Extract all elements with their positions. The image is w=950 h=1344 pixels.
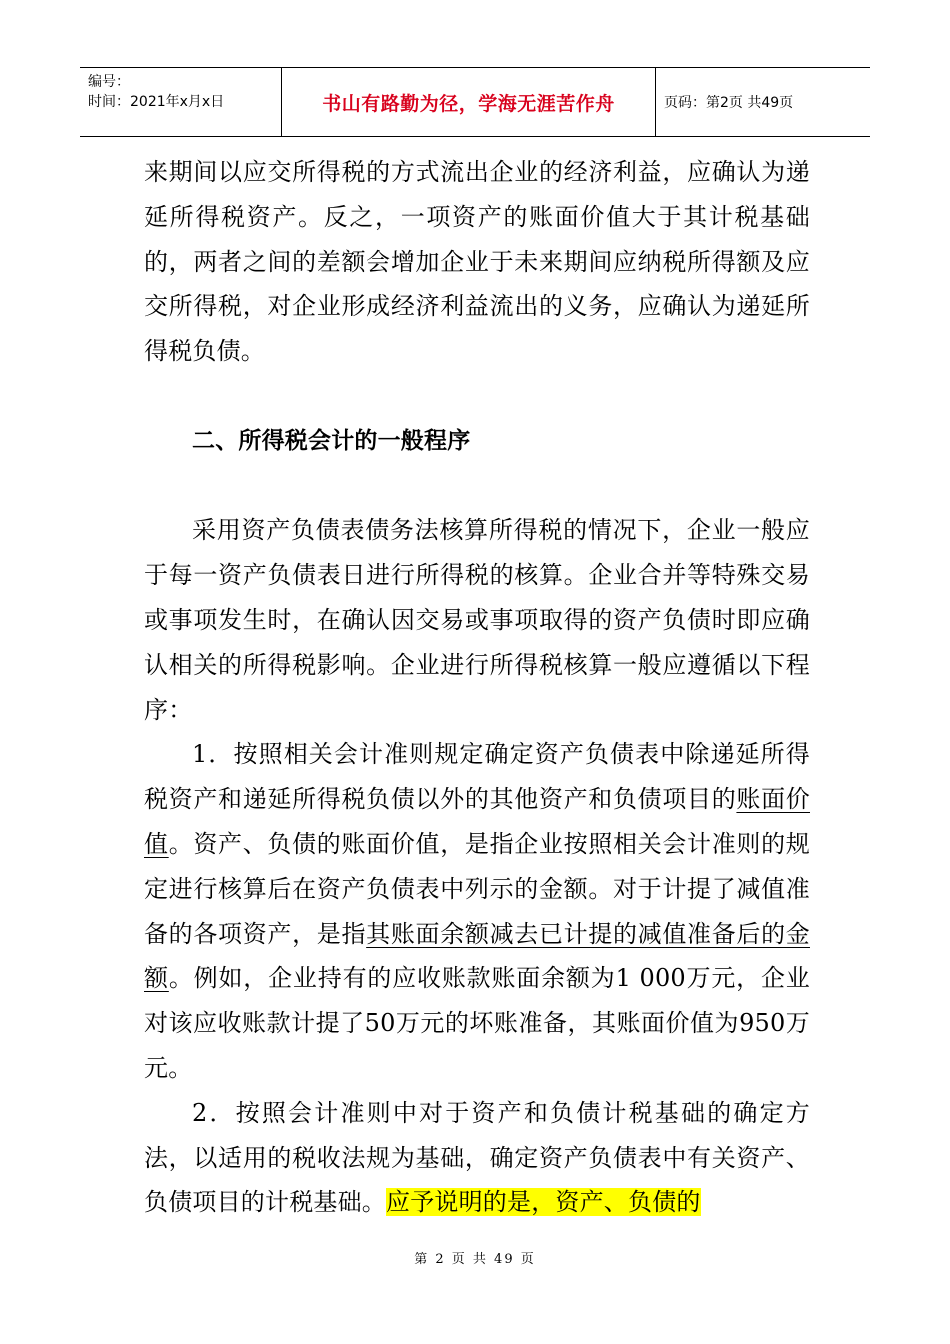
page-footer: 第 2 页 共 49 页: [414, 1252, 536, 1267]
underlined-definition: 其账面余额减去已计提的减值准备后的金额: [144, 919, 810, 993]
document-code-label: 编号：: [88, 74, 130, 90]
header-motto: 书山有路勤为径，学海无涯苦作舟: [282, 68, 656, 136]
header-table: [80, 67, 870, 137]
paragraph-1: 来期间以应交所得税的方式流出企业的经济利益，应确认为递延所得税资产。反之，一项资产的账面价值大于其计税基础的，两者之间的差额会增加企业于未来期间应纳税所得额及应交所得税，对企业形成经济利益流出的义务，应确认为递延所得税负债。: [144, 158, 810, 366]
highlighted-text: 应予说明的是，资产、负债的: [386, 1188, 701, 1217]
header-meta-cell: [80, 68, 282, 136]
paragraph-4: [144, 1091, 810, 1225]
paragraph-2: 采用资产负债表债务法核算所得税的情况下，企业一般应于每一资产负债表日进行所得税的核算。企业合并等特殊交易或事项发生时，在确认因交易或事项取得的资产负债时即应确认相关的所得税影响。企业进行所得税核算一般应遵循以下程序：: [144, 516, 810, 724]
blank-line: [144, 464, 810, 509]
underlined-term-book-value: 账面价值: [144, 785, 810, 858]
section-heading: 二、所得税会计的一般程序: [192, 427, 471, 454]
document-date: 时间：2021年x月x日: [88, 94, 225, 110]
document-body: [144, 150, 810, 1225]
header-page-info: 页码：第2页 共49页: [664, 95, 794, 111]
paragraph-4-text: 2．按照会计准则中对于资产和负债计税基础的确定方法，以适用的税收法规为基础，确定资产负债表中有关资产、负债项目的计税基础。: [144, 1098, 810, 1217]
paragraph-3-text-b: 。资产、负债的账面价值，是指企业按照相关会计准则的规定进行核算后在资产负债表中列示的金额。对于计提了减值准备的各项资产，是指: [144, 829, 810, 948]
paragraph-3-text-a: 1．按照相关会计准则规定确定资产负债表中除递延所得税资产和递延所得税负债以外的其他资产和负债项目的: [144, 740, 810, 814]
blank-line: [144, 374, 810, 419]
paragraph-3: [144, 732, 810, 1090]
paragraph-3-text-c: 。例如，企业持有的应收账款账面余额为1 000万元，企业对该应收账款计提了50万元的坏账准备，其账面价值为950万元。: [144, 964, 810, 1082]
